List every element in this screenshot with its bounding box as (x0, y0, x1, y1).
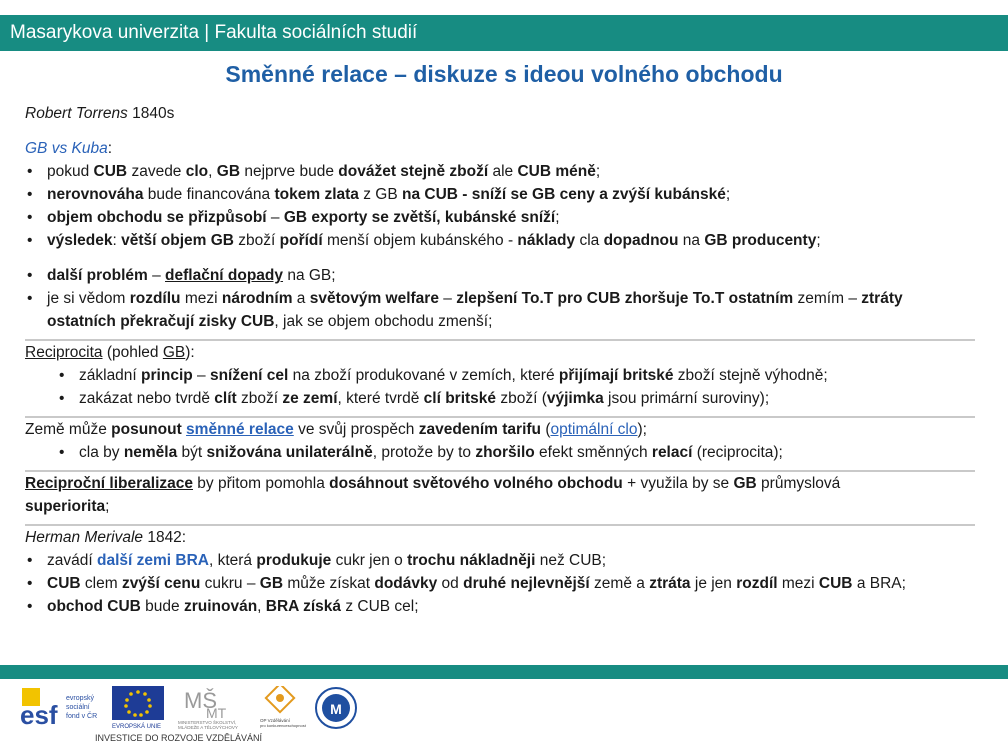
svg-text:MŠ: MŠ (184, 688, 217, 713)
svg-text:sociální: sociální (66, 704, 90, 711)
svg-text:pro konkurenceschopnost: pro konkurenceschopnost (260, 723, 306, 728)
esf-logo (18, 684, 104, 730)
svg-text:OP Vzdělávání: OP Vzdělávání (260, 718, 290, 723)
svg-text:fond v ČR: fond v ČR (66, 713, 98, 720)
svg-text:EVROPSKÁ UNIE: EVROPSKÁ UNIE (112, 724, 162, 730)
slide-content (25, 102, 975, 618)
tarif-paragraph: Země může posunout směnné relace ve svůj prospěch zavedením tarifu (optimální clo); (25, 421, 647, 438)
list-item: • zavádí další zemi BRA, která produkuje cukr jen o trochu nákladněji než CUB; (25, 549, 975, 572)
op-vk-logo (258, 686, 306, 730)
list-item: • výsledek: větší objem GB zboží pořídí menší objem kubánského - náklady cla dopadnou na GB producenty; (25, 229, 975, 252)
list-item: • objem obchodu se přizpůsobí – GB exporty se zvětší, kubánské sníží; (25, 206, 975, 229)
list-item: • další problém – deflační dopady na GB; (25, 264, 975, 287)
problems-list (25, 264, 975, 333)
msmt-logo (176, 684, 248, 730)
svg-text:esf: esf (20, 700, 58, 730)
reciprocita-list (25, 364, 975, 410)
merivale-line: Herman Merivale 1842: (25, 529, 187, 546)
list-item: • základní princip – snížení cel na zboží produkované v zemích, které přijímají britské zboží stejně výhodně; (57, 364, 975, 387)
tarif-list (25, 441, 975, 464)
svg-text:evropský: evropský (66, 695, 95, 702)
eu-flag-logo (110, 686, 166, 730)
gbcuba-heading: GB vs Kuba: (25, 140, 113, 157)
slide-title: Směnné relace – diskuze s ideou volného obchodu (225, 61, 783, 87)
list-item: • obchod CUB bude zruinován, BRA získá z CUB cel; (25, 595, 975, 618)
gbcuba-list (25, 160, 975, 252)
reciprocita-heading: Reciprocita (pohled GB): (25, 344, 195, 361)
svg-text:M: M (330, 701, 342, 717)
list-item: • nerovnováha bude financována tokem zlata z GB na CUB - sníží se GB ceny a zvýší kubánské; (25, 183, 975, 206)
list-item: • zakázat nebo tvrdě clít zboží ze zemí, které tvrdě clí britské zboží (výjimka jsou primární suroviny); (57, 387, 975, 410)
list-item: • CUB clem zvýší cenu cukru – GB může získat dodávky od druhé nejlevnější země a ztráta je jen rozdíl mezi CUB a BRA; (25, 572, 975, 595)
svg-text:MINISTERSTVO ŠKOLSTVÍ,: MINISTERSTVO ŠKOLSTVÍ, (178, 720, 237, 725)
liberalizace-paragraph: Reciproční liberalizace by přitom pomohla dosáhnout světového volného obchodu + využila by se GB průmyslová superiorita; (25, 475, 841, 515)
header-bar (0, 15, 1008, 51)
merivale-list (25, 549, 975, 618)
list-item: • cla by neměla být snižována unilaterálně, protože by to zhoršilo efekt směnných relací (reciprocita); (57, 441, 975, 464)
mu-seal-logo (314, 684, 358, 732)
list-item: • pokud CUB zavede clo, GB nejprve bude dovážet stejně zboží ale CUB méně; (25, 160, 975, 183)
svg-text:MLÁDEŽE A TĚLOVÝCHOVY: MLÁDEŽE A TĚLOVÝCHOVY (178, 725, 238, 730)
list-item: • je si vědom rozdílu mezi národním a světovým welfare – zlepšení To.T pro CUB zhoršuje To.T ostatním zemím – ztráty ostatních překračují zisky CUB, jak se objem obchodu zmenší; (25, 287, 975, 333)
svg-text:MT: MT (206, 705, 227, 721)
footer-caption: INVESTICE DO ROZVOJE VZDĚLÁVÁNÍ (95, 733, 263, 743)
torrens-line: Robert Torrens 1840s (25, 105, 175, 122)
footer-bar (0, 665, 1008, 679)
header-title: Masarykova univerzita | Fakulta sociálních studií (10, 22, 418, 43)
